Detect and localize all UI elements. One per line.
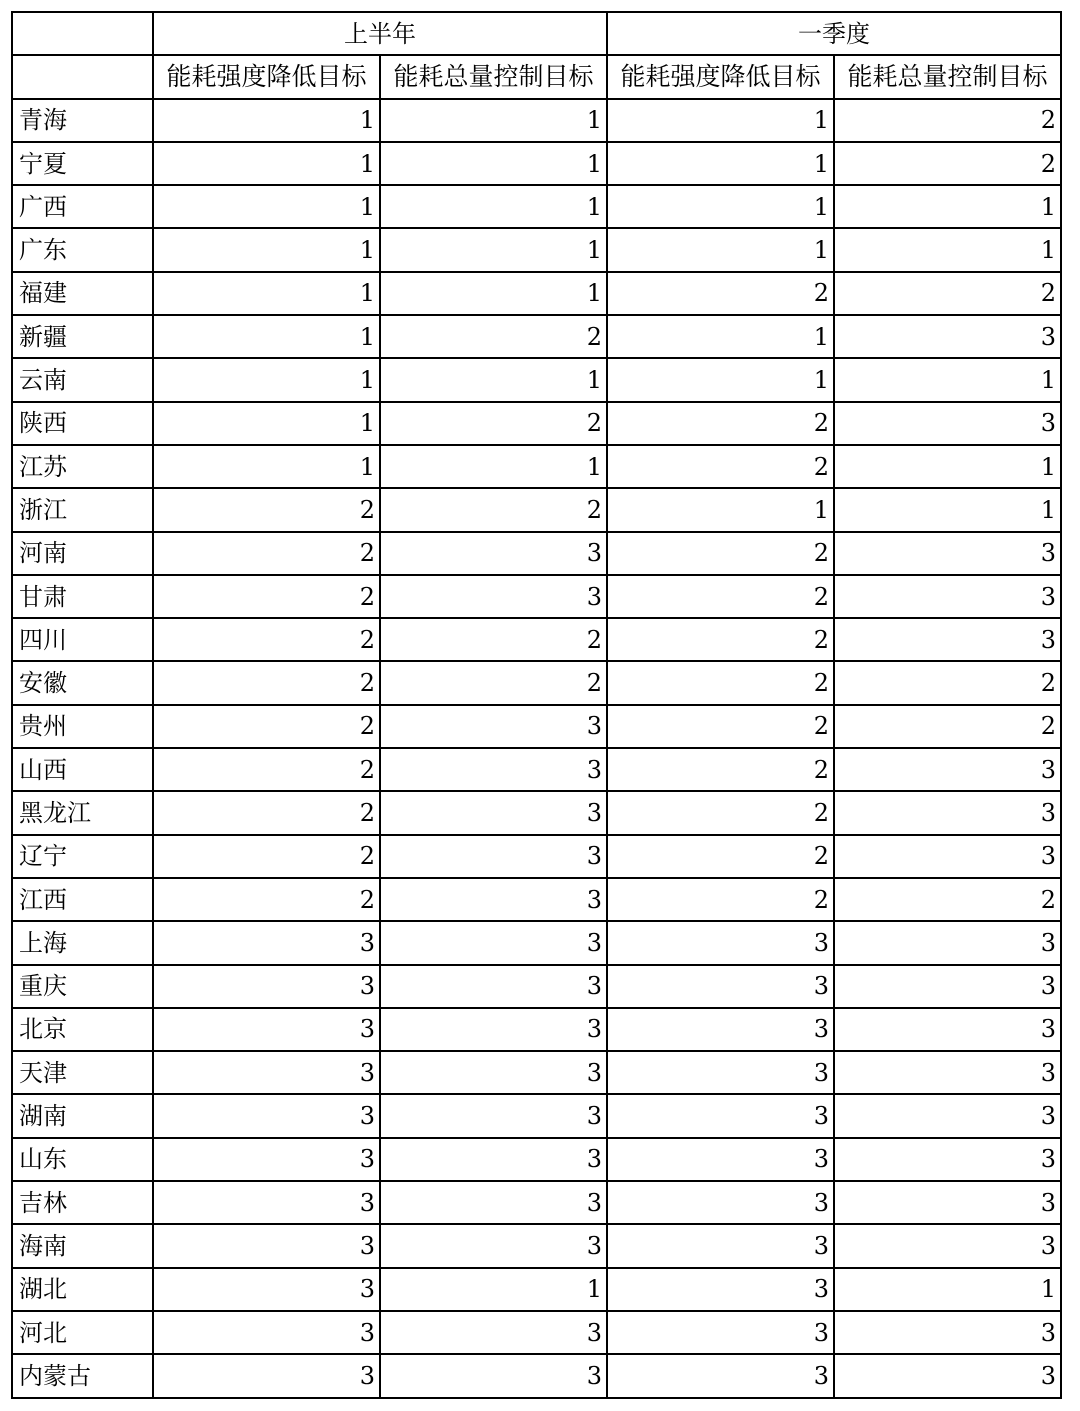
q1-total-cell[interactable]: 3	[834, 618, 1061, 661]
table-row	[12, 272, 1061, 315]
table-row	[12, 1224, 1061, 1267]
h1-total-cell[interactable]: 3	[380, 921, 607, 964]
h1-intensity-cell[interactable]: 1	[153, 185, 380, 228]
q1-intensity-cell[interactable]: 2	[607, 661, 834, 704]
region-cell[interactable]: 江西	[12, 878, 153, 921]
h1-intensity-cell[interactable]: 3	[153, 1094, 380, 1137]
region-cell[interactable]: 内蒙古	[12, 1354, 153, 1397]
h1-total-cell[interactable]: 3	[380, 1311, 607, 1354]
region-cell[interactable]: 广西	[12, 185, 153, 228]
h1-total-cell[interactable]: 1	[380, 1268, 607, 1311]
data-table	[11, 11, 1062, 1399]
q1-intensity-cell[interactable]: 1	[607, 358, 834, 401]
h1-total-cell[interactable]: 1	[380, 99, 607, 142]
group-header-q1[interactable]: 一季度	[607, 12, 1061, 55]
table-row	[12, 358, 1061, 401]
table-row	[12, 1008, 1061, 1051]
h1-intensity-cell[interactable]: 3	[153, 1354, 380, 1397]
q1-intensity-cell[interactable]: 1	[607, 488, 834, 531]
region-cell[interactable]: 吉林	[12, 1181, 153, 1224]
table-body	[12, 99, 1061, 1398]
region-cell[interactable]: 新疆	[12, 315, 153, 358]
group-header-h1[interactable]: 上半年	[153, 12, 607, 55]
table-row	[12, 748, 1061, 791]
q1-intensity-cell[interactable]: 1	[607, 315, 834, 358]
q1-total-cell[interactable]: 3	[834, 1094, 1061, 1137]
q1-total-cell[interactable]: 1	[834, 185, 1061, 228]
table-row	[12, 878, 1061, 921]
q1-intensity-cell[interactable]: 2	[607, 791, 834, 834]
q1-intensity-cell[interactable]: 3	[607, 921, 834, 964]
region-cell[interactable]: 贵州	[12, 705, 153, 748]
h1-intensity-cell[interactable]: 2	[153, 661, 380, 704]
h1-total-cell[interactable]: 3	[380, 965, 607, 1008]
h1-intensity-cell[interactable]: 1	[153, 402, 380, 445]
q1-total-cell[interactable]: 3	[834, 965, 1061, 1008]
h1-intensity-cell[interactable]: 1	[153, 272, 380, 315]
table-row	[12, 1051, 1061, 1094]
q1-intensity-cell[interactable]: 1	[607, 99, 834, 142]
h1-intensity-cell[interactable]: 2	[153, 791, 380, 834]
corner-cell-sub[interactable]	[12, 55, 153, 98]
q1-total-cell[interactable]: 3	[834, 1138, 1061, 1181]
q1-intensity-cell[interactable]: 3	[607, 1008, 834, 1051]
q1-intensity-cell[interactable]: 2	[607, 618, 834, 661]
q1-intensity-cell[interactable]: 2	[607, 878, 834, 921]
h1-intensity-cell[interactable]: 2	[153, 488, 380, 531]
q1-intensity-cell[interactable]: 2	[607, 748, 834, 791]
h1-intensity-cell[interactable]: 1	[153, 99, 380, 142]
region-cell[interactable]: 湖南	[12, 1094, 153, 1137]
h1-total-cell[interactable]: 3	[380, 878, 607, 921]
q1-total-cell[interactable]: 3	[834, 402, 1061, 445]
h1-intensity-cell[interactable]: 3	[153, 1224, 380, 1267]
table-row	[12, 1181, 1061, 1224]
q1-intensity-cell[interactable]: 3	[607, 1094, 834, 1137]
group-header-row	[12, 12, 1061, 55]
table-row	[12, 445, 1061, 488]
q1-intensity-cell[interactable]: 2	[607, 272, 834, 315]
sub-header-row	[12, 55, 1061, 98]
q1-total-cell[interactable]: 3	[834, 315, 1061, 358]
h1-total-cell[interactable]: 3	[380, 1051, 607, 1094]
region-cell[interactable]: 辽宁	[12, 835, 153, 878]
table-row	[12, 1268, 1061, 1311]
region-cell[interactable]: 海南	[12, 1224, 153, 1267]
q1-total-cell[interactable]: 1	[834, 445, 1061, 488]
h1-total-cell[interactable]: 2	[380, 402, 607, 445]
h1-total-cell[interactable]: 3	[380, 532, 607, 575]
h1-total-cell[interactable]: 3	[380, 1094, 607, 1137]
h1-total-cell[interactable]: 3	[380, 791, 607, 834]
region-cell[interactable]: 四川	[12, 618, 153, 661]
q1-total-cell[interactable]: 2	[834, 705, 1061, 748]
q1-total-cell[interactable]: 3	[834, 1311, 1061, 1354]
h1-total-cell[interactable]: 3	[380, 1138, 607, 1181]
h1-intensity-cell[interactable]: 3	[153, 1051, 380, 1094]
region-cell[interactable]: 黑龙江	[12, 791, 153, 834]
h1-total-cell[interactable]: 1	[380, 142, 607, 185]
q1-total-cell[interactable]: 2	[834, 99, 1061, 142]
table-row	[12, 99, 1061, 142]
h1-intensity-cell[interactable]: 1	[153, 228, 380, 271]
region-cell[interactable]: 云南	[12, 358, 153, 401]
table-row	[12, 315, 1061, 358]
h1-intensity-cell[interactable]: 3	[153, 1138, 380, 1181]
table-row	[12, 185, 1061, 228]
q1-intensity-cell[interactable]: 2	[607, 705, 834, 748]
q1-total-cell[interactable]: 2	[834, 272, 1061, 315]
h1-intensity-cell[interactable]: 2	[153, 532, 380, 575]
q1-intensity-cell[interactable]: 2	[607, 532, 834, 575]
sub-header-q1-total[interactable]: 能耗总量控制目标	[834, 55, 1061, 98]
q1-total-cell[interactable]: 2	[834, 142, 1061, 185]
h1-intensity-cell[interactable]: 3	[153, 1311, 380, 1354]
q1-intensity-cell[interactable]: 1	[607, 228, 834, 271]
region-cell[interactable]: 重庆	[12, 965, 153, 1008]
region-cell[interactable]: 上海	[12, 921, 153, 964]
h1-total-cell[interactable]: 3	[380, 1181, 607, 1224]
q1-total-cell[interactable]: 2	[834, 661, 1061, 704]
h1-intensity-cell[interactable]: 3	[153, 1008, 380, 1051]
q1-intensity-cell[interactable]: 3	[607, 1138, 834, 1181]
h1-total-cell[interactable]: 1	[380, 445, 607, 488]
h1-intensity-cell[interactable]: 3	[153, 1268, 380, 1311]
table-row	[12, 921, 1061, 964]
q1-intensity-cell[interactable]: 3	[607, 965, 834, 1008]
q1-total-cell[interactable]: 3	[834, 791, 1061, 834]
h1-total-cell[interactable]: 1	[380, 228, 607, 271]
h1-intensity-cell[interactable]: 2	[153, 575, 380, 618]
h1-total-cell[interactable]: 3	[380, 705, 607, 748]
table-row	[12, 1138, 1061, 1181]
sub-header-h1-total[interactable]: 能耗总量控制目标	[380, 55, 607, 98]
q1-intensity-cell[interactable]: 2	[607, 445, 834, 488]
sub-header-h1-intensity[interactable]: 能耗强度降低目标	[153, 55, 380, 98]
h1-intensity-cell[interactable]: 3	[153, 965, 380, 1008]
table-row	[12, 532, 1061, 575]
region-cell[interactable]: 江苏	[12, 445, 153, 488]
table-row	[12, 575, 1061, 618]
q1-intensity-cell[interactable]: 1	[607, 142, 834, 185]
h1-total-cell[interactable]: 3	[380, 1354, 607, 1397]
table-row	[12, 835, 1061, 878]
q1-intensity-cell[interactable]: 3	[607, 1354, 834, 1397]
table-row	[12, 228, 1061, 271]
table-row	[12, 1311, 1061, 1354]
q1-intensity-cell[interactable]: 1	[607, 185, 834, 228]
h1-total-cell[interactable]: 3	[380, 1224, 607, 1267]
q1-intensity-cell[interactable]: 3	[607, 1181, 834, 1224]
corner-cell[interactable]	[12, 12, 153, 55]
h1-total-cell[interactable]: 3	[380, 1008, 607, 1051]
table-row	[12, 661, 1061, 704]
h1-total-cell[interactable]: 3	[380, 748, 607, 791]
q1-total-cell[interactable]: 3	[834, 1008, 1061, 1051]
region-cell[interactable]: 安徽	[12, 661, 153, 704]
region-cell[interactable]: 北京	[12, 1008, 153, 1051]
table-row	[12, 1094, 1061, 1137]
region-cell[interactable]: 广东	[12, 228, 153, 271]
q1-intensity-cell[interactable]: 3	[607, 1224, 834, 1267]
q1-total-cell[interactable]: 1	[834, 228, 1061, 271]
h1-intensity-cell[interactable]: 1	[153, 142, 380, 185]
h1-intensity-cell[interactable]: 3	[153, 1181, 380, 1224]
region-cell[interactable]: 河北	[12, 1311, 153, 1354]
q1-total-cell[interactable]: 1	[834, 488, 1061, 531]
h1-intensity-cell[interactable]: 2	[153, 835, 380, 878]
h1-intensity-cell[interactable]: 2	[153, 618, 380, 661]
region-cell[interactable]: 浙江	[12, 488, 153, 531]
table-row	[12, 791, 1061, 834]
table-row	[12, 618, 1061, 661]
table-row	[12, 705, 1061, 748]
h1-intensity-cell[interactable]: 1	[153, 358, 380, 401]
h1-total-cell[interactable]: 1	[380, 185, 607, 228]
q1-intensity-cell[interactable]: 3	[607, 1311, 834, 1354]
q1-total-cell[interactable]: 3	[834, 748, 1061, 791]
q1-total-cell[interactable]: 3	[834, 835, 1061, 878]
h1-total-cell[interactable]: 3	[380, 575, 607, 618]
q1-intensity-cell[interactable]: 2	[607, 835, 834, 878]
table-row	[12, 402, 1061, 445]
h1-intensity-cell[interactable]: 2	[153, 878, 380, 921]
region-cell[interactable]: 宁夏	[12, 142, 153, 185]
table-row	[12, 965, 1061, 1008]
h1-intensity-cell[interactable]: 2	[153, 705, 380, 748]
h1-total-cell[interactable]: 2	[380, 315, 607, 358]
q1-total-cell[interactable]: 3	[834, 532, 1061, 575]
h1-intensity-cell[interactable]: 3	[153, 921, 380, 964]
q1-intensity-cell[interactable]: 3	[607, 1051, 834, 1094]
q1-total-cell[interactable]: 3	[834, 1181, 1061, 1224]
table-row	[12, 488, 1061, 531]
h1-total-cell[interactable]: 2	[380, 618, 607, 661]
region-cell[interactable]: 山西	[12, 748, 153, 791]
q1-total-cell[interactable]: 3	[834, 921, 1061, 964]
q1-intensity-cell[interactable]: 2	[607, 402, 834, 445]
q1-total-cell[interactable]: 3	[834, 1051, 1061, 1094]
h1-total-cell[interactable]: 2	[380, 488, 607, 531]
h1-total-cell[interactable]: 3	[380, 835, 607, 878]
region-cell[interactable]: 甘肃	[12, 575, 153, 618]
h1-intensity-cell[interactable]: 1	[153, 445, 380, 488]
region-cell[interactable]: 河南	[12, 532, 153, 575]
table-row	[12, 142, 1061, 185]
h1-total-cell[interactable]: 2	[380, 661, 607, 704]
region-cell[interactable]: 陕西	[12, 402, 153, 445]
q1-intensity-cell[interactable]: 3	[607, 1268, 834, 1311]
q1-total-cell[interactable]: 3	[834, 1224, 1061, 1267]
q1-total-cell[interactable]: 3	[834, 575, 1061, 618]
h1-intensity-cell[interactable]: 1	[153, 315, 380, 358]
q1-total-cell[interactable]: 2	[834, 878, 1061, 921]
h1-total-cell[interactable]: 1	[380, 272, 607, 315]
q1-total-cell[interactable]: 1	[834, 358, 1061, 401]
q1-intensity-cell[interactable]: 2	[607, 575, 834, 618]
q1-total-cell[interactable]: 3	[834, 1354, 1061, 1397]
region-cell[interactable]: 湖北	[12, 1268, 153, 1311]
table-row	[12, 1354, 1061, 1397]
h1-total-cell[interactable]: 1	[380, 358, 607, 401]
region-cell[interactable]: 山东	[12, 1138, 153, 1181]
q1-total-cell[interactable]: 1	[834, 1268, 1061, 1311]
region-cell[interactable]: 青海	[12, 99, 153, 142]
h1-intensity-cell[interactable]: 2	[153, 748, 380, 791]
region-cell[interactable]: 天津	[12, 1051, 153, 1094]
region-cell[interactable]: 福建	[12, 272, 153, 315]
sub-header-q1-intensity[interactable]: 能耗强度降低目标	[607, 55, 834, 98]
